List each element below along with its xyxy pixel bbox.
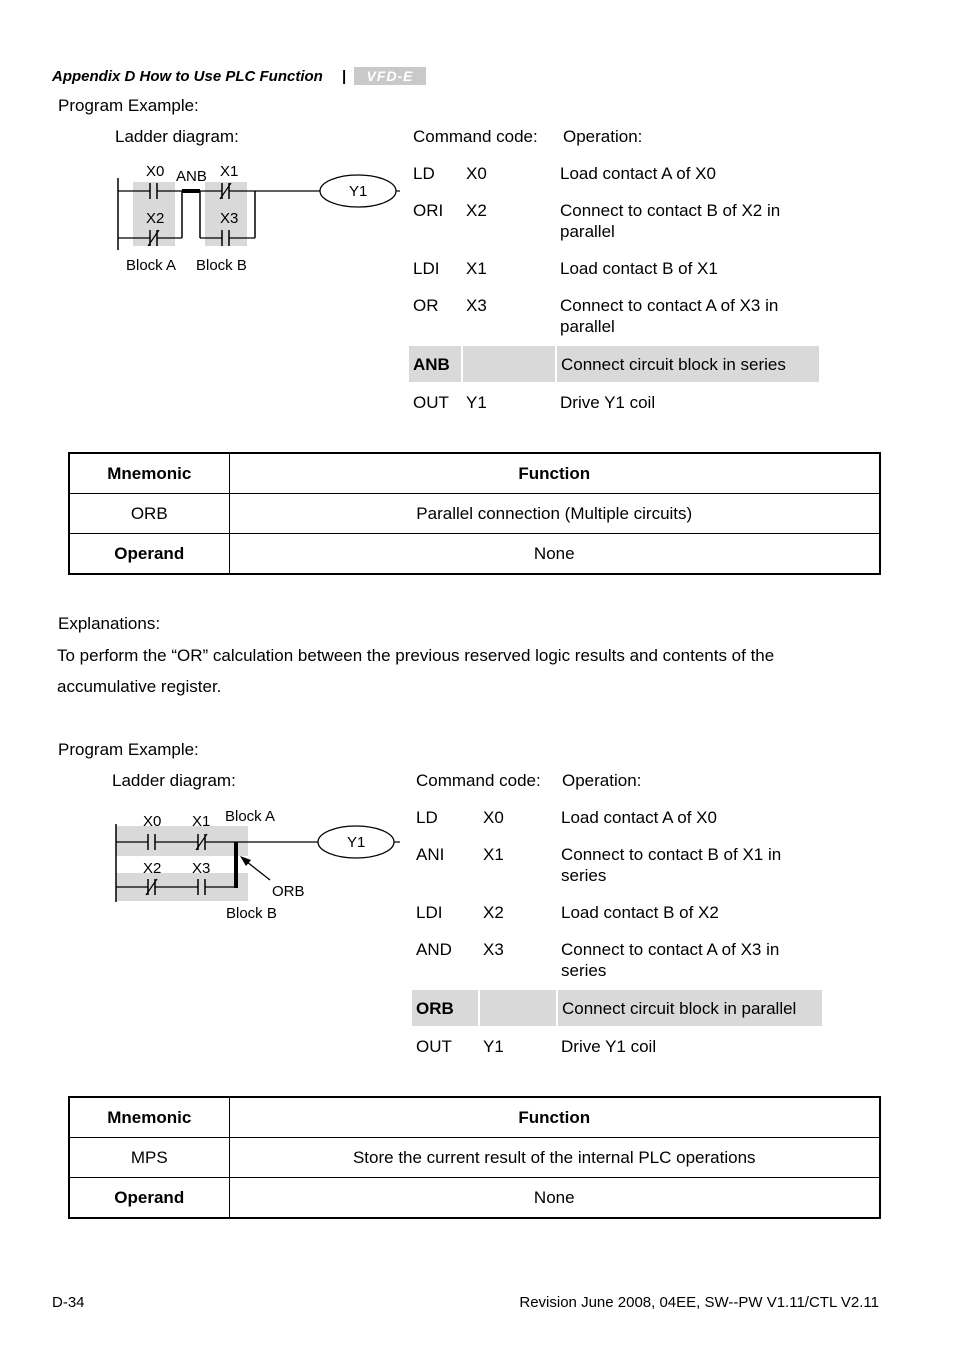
cmd-operation: Connect to contact B of X1 in series (561, 845, 782, 885)
ladder-diagram-anb (110, 158, 400, 278)
cmd-code: LD (416, 808, 438, 827)
cmd-row (412, 844, 822, 902)
command-table-2 (412, 807, 822, 1066)
header-title: Appendix D How to Use PLC Function (52, 68, 323, 85)
label-block-a: Block A (225, 808, 276, 825)
label-orb: ORB (272, 883, 305, 900)
cmd-code: AND (416, 940, 452, 959)
cmd-operand: X3 (483, 940, 504, 959)
cmd-operation: Connect to contact A of X3 in parallel (560, 296, 779, 336)
command-table-1 (409, 163, 819, 422)
cmd-row-highlighted (412, 990, 822, 1026)
label-x1: X1 (192, 813, 211, 830)
cmd-row (409, 295, 819, 346)
label-anb: ANB (176, 168, 207, 185)
program-example-label: Program Example: (58, 96, 199, 115)
cmd-row (412, 807, 822, 844)
mnemonic-header: Mnemonic (69, 1097, 229, 1138)
label-block-a: Block A (126, 257, 177, 274)
cmd-row (412, 902, 822, 939)
command-code-label: Command code: (413, 127, 538, 146)
cmd-operand: X0 (483, 808, 504, 827)
ladder-diagram-label: Ladder diagram: (112, 771, 236, 790)
cmd-code: ORI (413, 201, 444, 220)
cmd-row (412, 1026, 822, 1066)
ladder-diagram-orb (110, 802, 400, 927)
operation-label: Operation: (563, 127, 643, 146)
cmd-code: LDI (416, 903, 443, 922)
cmd-operation: Load contact A of X0 (561, 808, 717, 827)
cmd-operation: Connect circuit block in parallel (557, 990, 822, 1026)
header-separator: | (342, 68, 347, 85)
cmd-code: LDI (413, 259, 440, 278)
function-header: Function (229, 1097, 880, 1138)
operand-label: Operand (69, 1178, 229, 1219)
operand-label: Operand (69, 534, 229, 575)
cmd-operation: Load contact A of X0 (560, 164, 716, 183)
label-y1: Y1 (347, 834, 366, 851)
command-code-label: Command code: (416, 771, 541, 790)
explanation-line-2: accumulative register. (57, 677, 222, 696)
cmd-operand: Y1 (483, 1036, 504, 1056)
cmd-code: OUT (413, 392, 449, 412)
label-x2: X2 (143, 860, 162, 877)
revision-info: Revision June 2008, 04EE, SW--PW V1.11/CTL V2.11 (519, 1294, 879, 1311)
cmd-operation: Drive Y1 coil (560, 392, 656, 412)
logo-text: VFD-E (366, 68, 414, 84)
function-header: Function (229, 453, 880, 494)
cmd-row (409, 258, 819, 295)
cmd-code: OR (413, 296, 439, 315)
cmd-code: ANI (416, 845, 445, 864)
operand-value: None (229, 1178, 880, 1219)
mnemonic-value: ORB (69, 494, 229, 534)
ladder-diagram-label: Ladder diagram: (115, 127, 239, 146)
label-x0: X0 (143, 813, 162, 830)
cmd-row (409, 382, 819, 422)
cmd-operand: X2 (466, 201, 487, 220)
label-x3: X3 (192, 860, 211, 877)
cmd-operation: Connect to contact B of X2 in parallel (560, 201, 781, 241)
mnemonic-header: Mnemonic (69, 453, 229, 494)
cmd-code: ORB (412, 990, 479, 1026)
cmd-operand: X2 (483, 903, 504, 922)
cmd-code: LD (413, 164, 435, 183)
cmd-operand: X3 (466, 296, 487, 315)
label-x0: X0 (146, 163, 165, 180)
cmd-operand: X0 (466, 164, 487, 183)
explanations-title: Explanations: (58, 614, 161, 633)
cmd-operand (479, 990, 557, 1026)
program-example-label: Program Example: (58, 740, 199, 759)
cmd-operand: X1 (466, 259, 487, 278)
cmd-code: ANB (409, 346, 462, 382)
vfd-e-logo (354, 67, 426, 85)
cmd-operation: Load contact B of X2 (561, 903, 719, 922)
cmd-operation: Connect circuit block in series (556, 346, 819, 382)
label-x3: X3 (220, 210, 239, 227)
cmd-row (409, 200, 819, 258)
page-number: D-34 (52, 1294, 85, 1311)
block-a-shade (116, 826, 248, 856)
cmd-row (409, 163, 819, 200)
cmd-row (412, 939, 822, 990)
label-y1: Y1 (349, 183, 368, 200)
mnemonic-value: MPS (69, 1138, 229, 1178)
cmd-code: OUT (416, 1036, 452, 1056)
mnemonic-table-mps (68, 1096, 881, 1219)
explanation-line-1: To perform the “OR” calculation between the previous reserved logic results and contents of the (57, 646, 775, 665)
function-value: Parallel connection (Multiple circuits) (229, 494, 880, 534)
cmd-operand (462, 346, 556, 382)
cmd-operation: Connect to contact A of X3 in series (561, 940, 780, 980)
cmd-operand: X1 (483, 845, 504, 864)
cmd-operand: Y1 (466, 392, 487, 412)
cmd-operation: Drive Y1 coil (561, 1036, 657, 1056)
label-x1: X1 (220, 163, 239, 180)
function-value: Store the current result of the internal PLC operations (229, 1138, 880, 1178)
label-x2: X2 (146, 210, 165, 227)
label-block-b: Block B (226, 905, 277, 922)
mnemonic-table-orb (68, 452, 881, 575)
operation-label: Operation: (562, 771, 642, 790)
label-block-b: Block B (196, 257, 247, 274)
cmd-row-highlighted (409, 346, 819, 382)
operand-value: None (229, 534, 880, 575)
cmd-operation: Load contact B of X1 (560, 259, 718, 278)
